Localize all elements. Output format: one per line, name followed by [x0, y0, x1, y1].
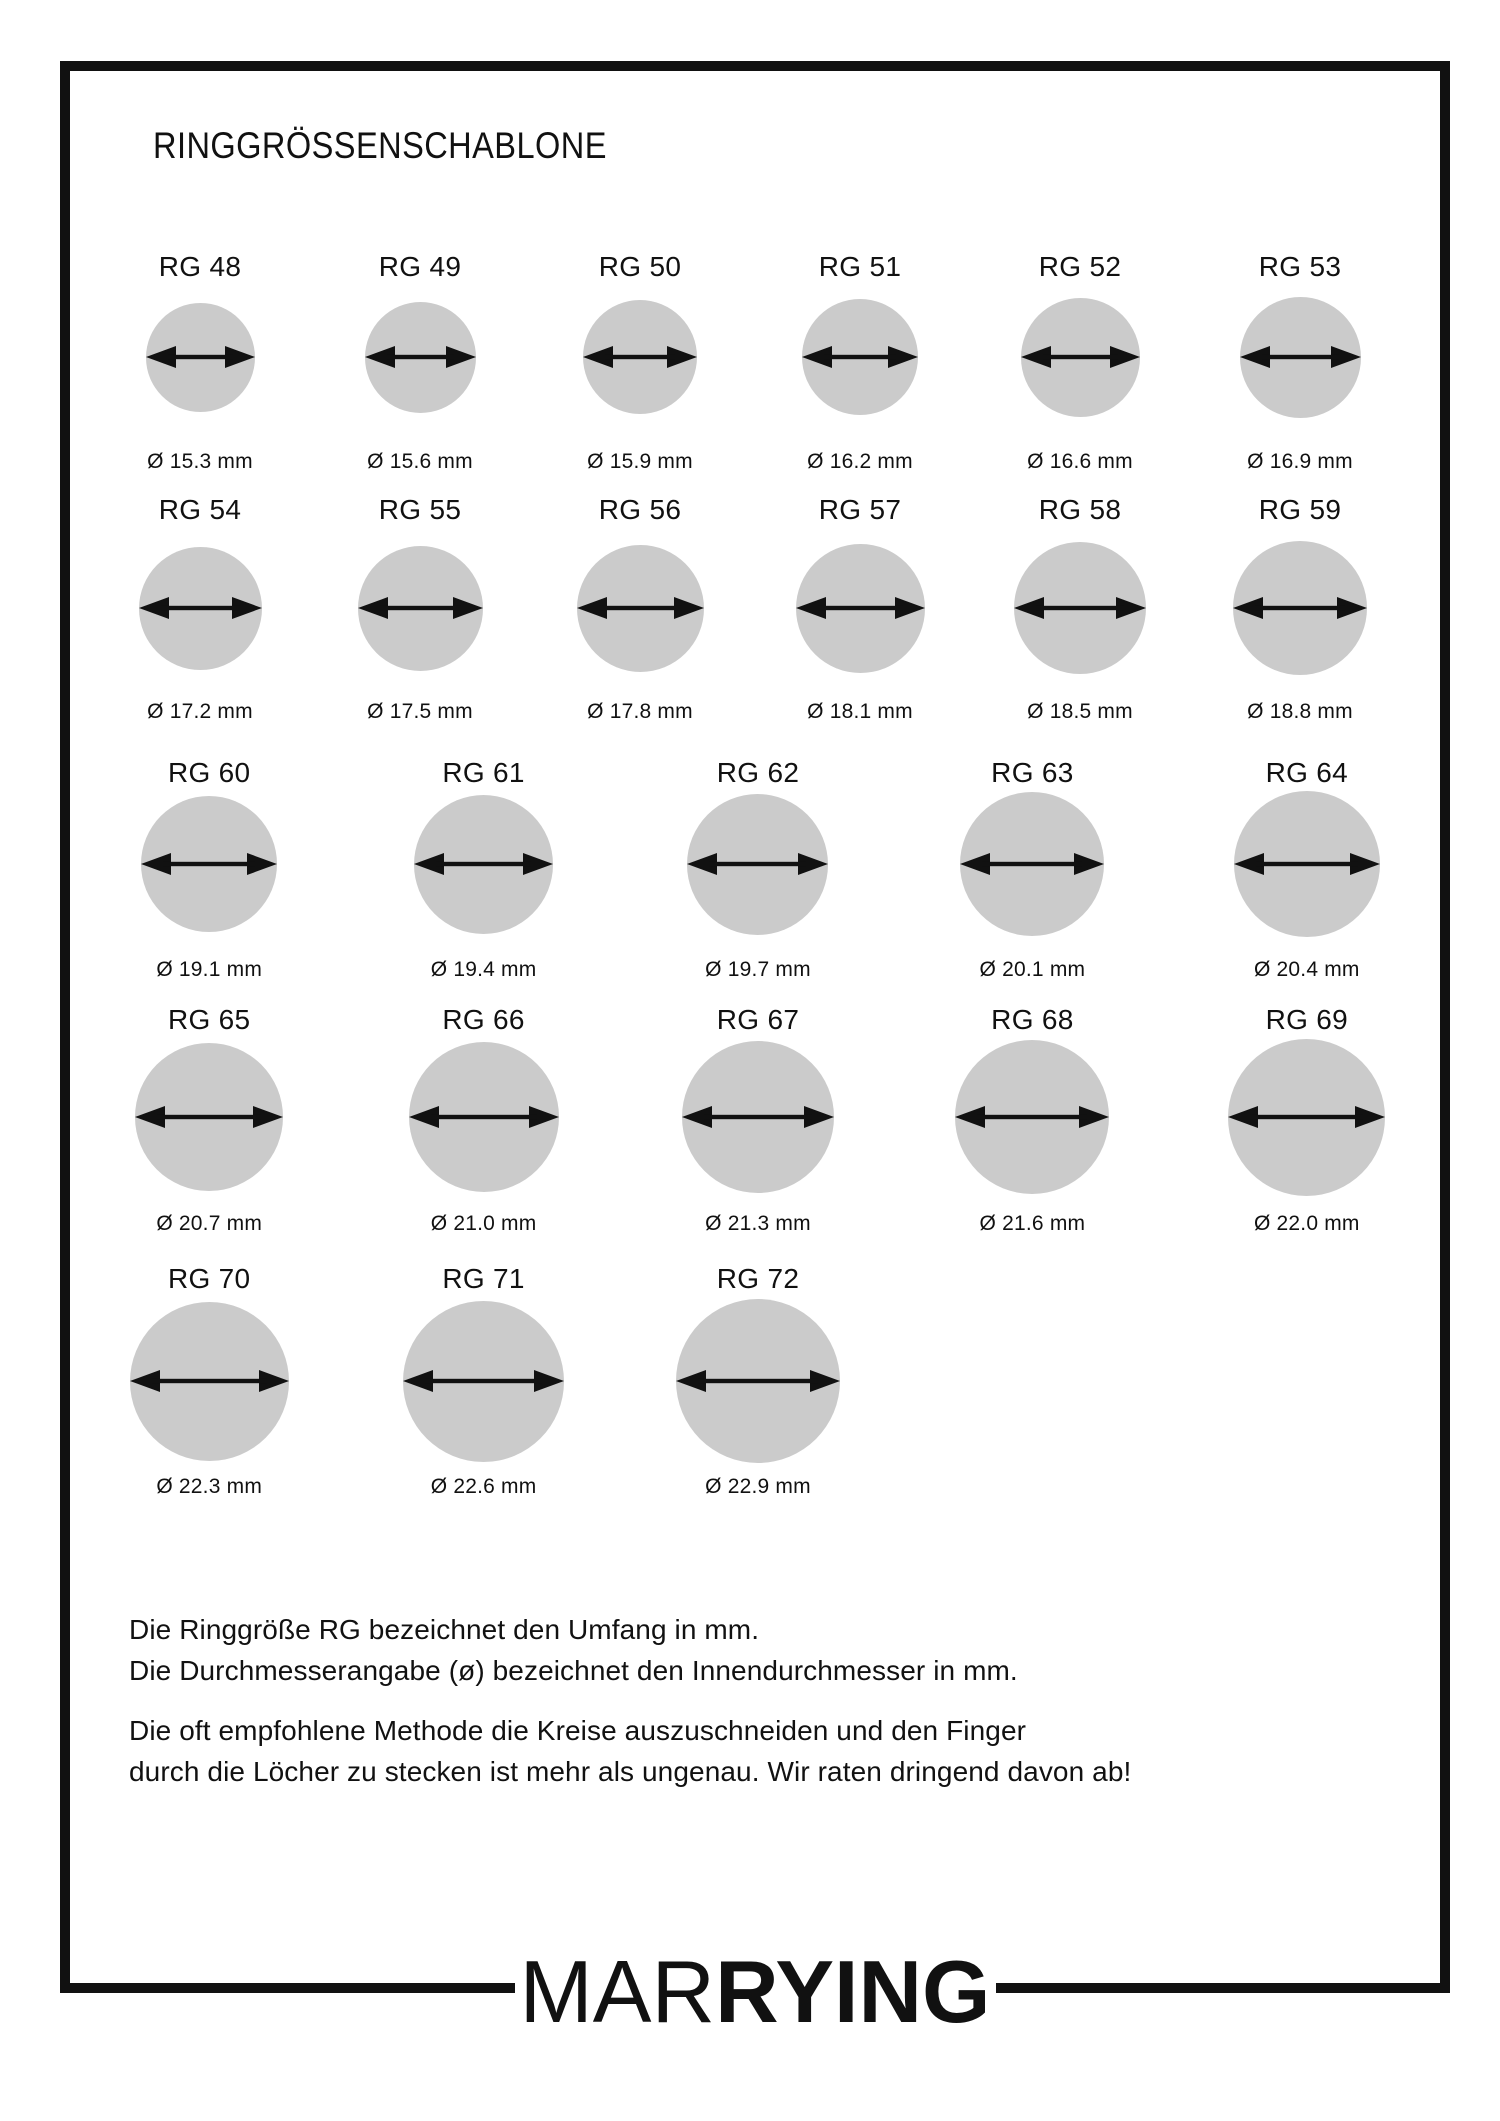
diameter-arrow-icon — [676, 1368, 840, 1394]
ring-size-label: RG 70 — [167, 1263, 251, 1294]
ring-size-circle — [414, 795, 553, 934]
diameter-arrow-icon — [146, 344, 255, 370]
diameter-arrow-icon — [577, 595, 704, 621]
warning-line: Die oft empfohlene Methode die Kreise auszuschneiden und den Finger — [129, 1715, 1027, 1746]
ring-size-label: RG 62 — [716, 757, 800, 788]
ring-size-label: RG 65 — [167, 1004, 251, 1035]
ring-size-cell — [895, 758, 1169, 982]
circle-zone — [1240, 282, 1361, 432]
ring-size-label: RG 71 — [442, 1263, 525, 1294]
diameter-arrow-icon — [583, 344, 697, 370]
ring-size-label: RG 54 — [158, 494, 242, 525]
circle-zone — [139, 525, 262, 691]
ring-size-label: RG 60 — [167, 757, 251, 788]
ring-size-cell — [750, 495, 970, 724]
circle-zone — [1234, 788, 1380, 940]
ring-size-circle — [796, 544, 925, 673]
diameter-label: Ø 22.3 mm — [156, 1475, 263, 1498]
ring-size-cell — [1170, 758, 1444, 982]
ring-size-circle — [146, 303, 255, 412]
warning-line: durch die Löcher zu stecken ist mehr als ungenau. Wir raten dringend davon ab! — [129, 1756, 1132, 1787]
ring-size-label: RG 68 — [991, 1004, 1074, 1035]
diameter-label: Ø 22.6 mm — [430, 1475, 537, 1498]
size-row — [72, 1264, 1444, 1499]
diameter-label: Ø 16.6 mm — [1027, 450, 1133, 473]
circle-zone — [414, 788, 553, 940]
circle-zone — [1228, 1035, 1385, 1199]
ring-size-circle — [802, 299, 918, 415]
diameter-label: Ø 16.9 mm — [1247, 450, 1353, 473]
diameter-arrow-icon — [358, 595, 483, 621]
diameter-arrow-icon — [1228, 1104, 1385, 1130]
diameter-arrow-icon — [682, 1104, 834, 1130]
ring-size-circle — [1240, 297, 1361, 418]
ring-size-circle — [365, 302, 476, 413]
footer-logo-bar — [60, 1942, 1450, 2041]
ring-size-label: RG 59 — [1258, 494, 1342, 525]
ring-size-cell — [1170, 1005, 1444, 1236]
circle-zone — [796, 525, 925, 691]
ring-size-cell — [621, 758, 895, 982]
ring-size-circle — [358, 546, 483, 671]
ring-size-label: RG 51 — [818, 251, 902, 282]
logo-rule-right — [996, 1983, 1451, 1993]
diameter-label: Ø 19.7 mm — [705, 958, 811, 981]
ring-size-label: RG 63 — [991, 757, 1074, 788]
ring-size-label: RG 50 — [598, 251, 682, 282]
ring-size-circle — [1014, 542, 1146, 674]
circle-zone — [577, 525, 704, 691]
size-row — [72, 758, 1444, 982]
ring-size-cell — [90, 252, 310, 474]
diameter-arrow-icon — [687, 851, 828, 877]
diameter-label: Ø 22.9 mm — [705, 1475, 811, 1498]
logo-rule-left — [60, 1983, 515, 1993]
ring-size-cell — [346, 1005, 620, 1236]
ring-size-cell — [621, 1264, 895, 1499]
ring-size-circle — [676, 1299, 840, 1463]
ring-size-cell — [970, 252, 1190, 474]
diameter-arrow-icon — [796, 595, 925, 621]
circle-zone — [682, 1035, 834, 1199]
diameter-arrow-icon — [960, 851, 1104, 877]
size-row — [90, 252, 1410, 474]
ring-size-cell — [310, 252, 530, 474]
legend-note — [129, 1609, 1018, 1691]
legend-line: Die Durchmesserangabe (ø) bezeichnet den Innendurchmesser in mm. — [129, 1655, 1018, 1686]
ring-size-label: RG 58 — [1038, 494, 1122, 525]
ring-size-circle — [583, 300, 697, 414]
ring-size-cell — [72, 1005, 346, 1236]
ring-size-cell — [970, 495, 1190, 724]
ring-size-label: RG 57 — [818, 494, 902, 525]
diameter-label: Ø 18.1 mm — [807, 700, 913, 723]
circle-zone — [358, 525, 483, 691]
diameter-label: Ø 18.5 mm — [1027, 700, 1133, 723]
size-row — [72, 1005, 1444, 1236]
diameter-arrow-icon — [802, 344, 918, 370]
circle-zone — [403, 1294, 564, 1468]
brand-logo — [519, 1942, 991, 2041]
ring-size-circle — [1233, 541, 1367, 675]
diameter-arrow-icon — [1233, 595, 1367, 621]
ring-size-cell — [895, 1005, 1169, 1236]
ring-size-cell — [1190, 495, 1410, 724]
ring-size-circle — [687, 794, 828, 935]
ring-size-circle — [139, 547, 262, 670]
circle-zone — [687, 788, 828, 940]
diameter-arrow-icon — [130, 1368, 289, 1394]
diameter-arrow-icon — [414, 851, 553, 877]
ring-size-cell — [621, 1005, 895, 1236]
ring-size-label: RG 67 — [716, 1004, 800, 1035]
ring-size-label: RG 72 — [716, 1263, 800, 1294]
ring-size-cell — [346, 1264, 620, 1499]
ring-size-circle — [409, 1042, 559, 1192]
diameter-label: Ø 19.4 mm — [430, 958, 537, 981]
brand-logo-bold: RYING — [715, 1942, 991, 2041]
diameter-label: Ø 21.6 mm — [979, 1212, 1086, 1235]
diameter-label: Ø 17.5 mm — [367, 700, 473, 723]
ring-size-cell — [530, 252, 750, 474]
ring-size-label: RG 56 — [598, 494, 682, 525]
circle-zone — [409, 1035, 559, 1199]
diameter-arrow-icon — [409, 1104, 559, 1130]
diameter-label: Ø 21.0 mm — [430, 1212, 537, 1235]
diameter-arrow-icon — [1240, 344, 1361, 370]
circle-zone — [130, 1294, 289, 1468]
ring-size-label: RG 52 — [1038, 251, 1122, 282]
ring-size-cell — [310, 495, 530, 724]
diameter-label: Ø 22.0 mm — [1253, 1212, 1360, 1235]
ring-size-label: RG 69 — [1265, 1004, 1348, 1035]
warning-note — [129, 1710, 1131, 1792]
diameter-label: Ø 20.4 mm — [1253, 958, 1360, 981]
diameter-label: Ø 20.1 mm — [979, 958, 1086, 981]
ring-size-cell — [530, 495, 750, 724]
ring-size-circle — [960, 792, 1104, 936]
ring-size-circle — [1021, 298, 1140, 417]
circle-zone — [135, 1035, 283, 1199]
circle-zone — [1021, 282, 1140, 432]
circle-zone — [141, 788, 277, 940]
diameter-arrow-icon — [403, 1368, 564, 1394]
brand-logo-light: MAR — [519, 1942, 716, 2041]
ring-size-cell — [1190, 252, 1410, 474]
diameter-arrow-icon — [1021, 344, 1140, 370]
diameter-label: Ø 15.6 mm — [367, 450, 473, 473]
diameter-arrow-icon — [139, 595, 262, 621]
circle-zone — [802, 282, 918, 432]
ring-size-circle — [577, 545, 704, 672]
diameter-label: Ø 18.8 mm — [1247, 700, 1353, 723]
diameter-arrow-icon — [1234, 851, 1380, 877]
ring-size-label: RG 48 — [158, 251, 242, 282]
diameter-label: Ø 19.1 mm — [156, 958, 263, 981]
circle-zone — [365, 282, 476, 432]
ring-size-label: RG 61 — [442, 757, 525, 788]
legend-line: Die Ringgröße RG bezeichnet den Umfang in mm. — [129, 1614, 760, 1645]
ring-size-label: RG 66 — [442, 1004, 525, 1035]
ring-size-cell — [90, 495, 310, 724]
ring-size-circle — [130, 1302, 289, 1461]
ring-size-circle — [135, 1043, 283, 1191]
circle-zone — [1014, 525, 1146, 691]
circle-zone — [583, 282, 697, 432]
ring-size-label: RG 55 — [378, 494, 462, 525]
diameter-arrow-icon — [141, 851, 277, 877]
ring-size-cell — [72, 1264, 346, 1499]
ring-size-circle — [955, 1040, 1109, 1194]
ring-size-circle — [1234, 791, 1380, 937]
ring-size-label: RG 53 — [1258, 251, 1342, 282]
diameter-label: Ø 16.2 mm — [807, 450, 913, 473]
circle-zone — [955, 1035, 1109, 1199]
diameter-label: Ø 15.9 mm — [587, 450, 693, 473]
ring-size-circle — [1228, 1039, 1385, 1196]
ring-size-circle — [682, 1041, 834, 1193]
diameter-label: Ø 20.7 mm — [156, 1212, 263, 1235]
diameter-arrow-icon — [955, 1104, 1109, 1130]
circle-zone — [676, 1294, 840, 1468]
diameter-label: Ø 17.2 mm — [147, 700, 253, 723]
ring-size-label: RG 49 — [378, 251, 462, 282]
ring-size-circle — [141, 796, 277, 932]
diameter-label: Ø 15.3 mm — [147, 450, 253, 473]
page-title: RINGGRÖSSENSCHABLONE — [153, 125, 607, 166]
ring-size-cell — [72, 758, 346, 982]
diameter-label: Ø 17.8 mm — [587, 700, 693, 723]
ring-size-cell — [346, 758, 620, 982]
circle-zone — [1233, 525, 1367, 691]
ring-size-circle — [403, 1301, 564, 1462]
ring-size-label: RG 64 — [1265, 757, 1348, 788]
circle-zone — [960, 788, 1104, 940]
diameter-label: Ø 21.3 mm — [705, 1212, 811, 1235]
template-frame — [60, 61, 1450, 1993]
size-row — [90, 495, 1410, 724]
circle-zone — [146, 282, 255, 432]
diameter-arrow-icon — [135, 1104, 283, 1130]
ring-size-cell — [750, 252, 970, 474]
diameter-arrow-icon — [365, 344, 476, 370]
diameter-arrow-icon — [1014, 595, 1146, 621]
